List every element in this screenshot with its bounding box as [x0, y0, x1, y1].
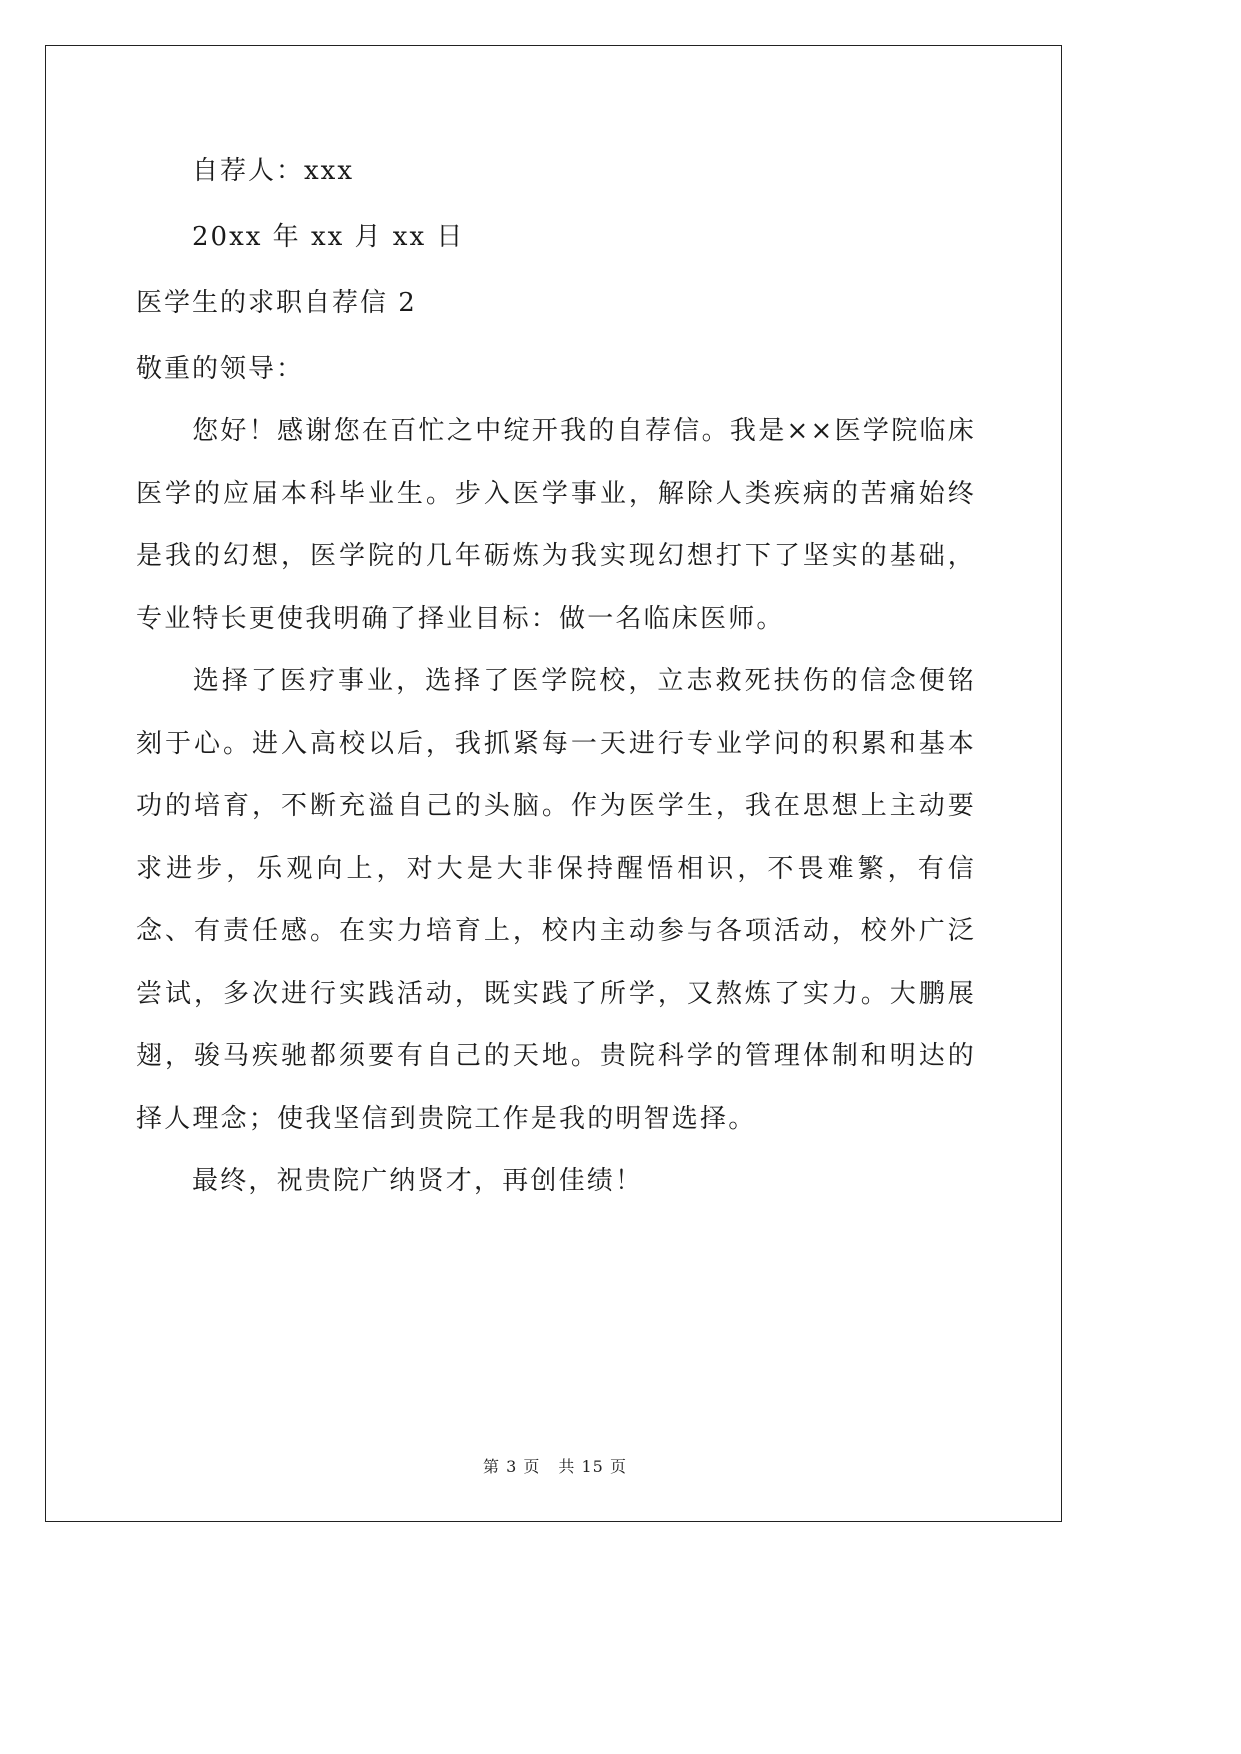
page-number-total: 共 15 页 — [558, 1457, 627, 1476]
letter-title: 医学生的求职自荐信 2 — [136, 288, 417, 318]
paragraph-3 — [136, 1150, 976, 1213]
document-body — [136, 150, 976, 1213]
paragraph-2-text: 选择了医疗事业，选择了医学院校，立志救死扶伤的信念便铭刻于心。进入高校以后，我抓紧每一天进行专业学问的积累和基本功的培育，不断充溢自己的头脑。作为医学生，我在思想上主动要求进步，乐观向上，对大是大非保持醒悟相识，不畏难繁，有信念、有责任感。在实力培育上，校内主动参与各项活动，校外广泛尝试，多次进行实践活动，既实践了所学，又熬炼了实力。大鹏展翅，骏马疾驰都须要有自己的天地。贵院科学的管理体制和明达的择人理念；使我坚信到贵院工作是我的明智选择。 — [136, 666, 976, 1134]
paragraph-1-text: 您好！感谢您在百忙之中绽开我的自荐信。我是××医学院临床医学的应届本科毕业生。步入医学事业，解除人类疾病的苦痛始终是我的幻想，医学院的几年砺炼为我实现幻想打下了坚实的基础，专业特长更使我明确了择业目标：做一名临床医师。 — [136, 416, 976, 634]
date-line: 20xx 年 xx 月 xx 日 — [192, 222, 465, 252]
page-number-current: 第 3 页 — [483, 1457, 541, 1476]
paragraph-1 — [136, 400, 976, 650]
salutation: 敬重的领导： — [136, 354, 305, 384]
paragraph-2 — [136, 650, 976, 1150]
signer-line: 自荐人：xxx — [192, 156, 354, 186]
page-footer — [0, 1454, 1110, 1477]
paragraph-3-text: 最终，祝贵院广纳贤才，再创佳绩！ — [192, 1166, 644, 1196]
